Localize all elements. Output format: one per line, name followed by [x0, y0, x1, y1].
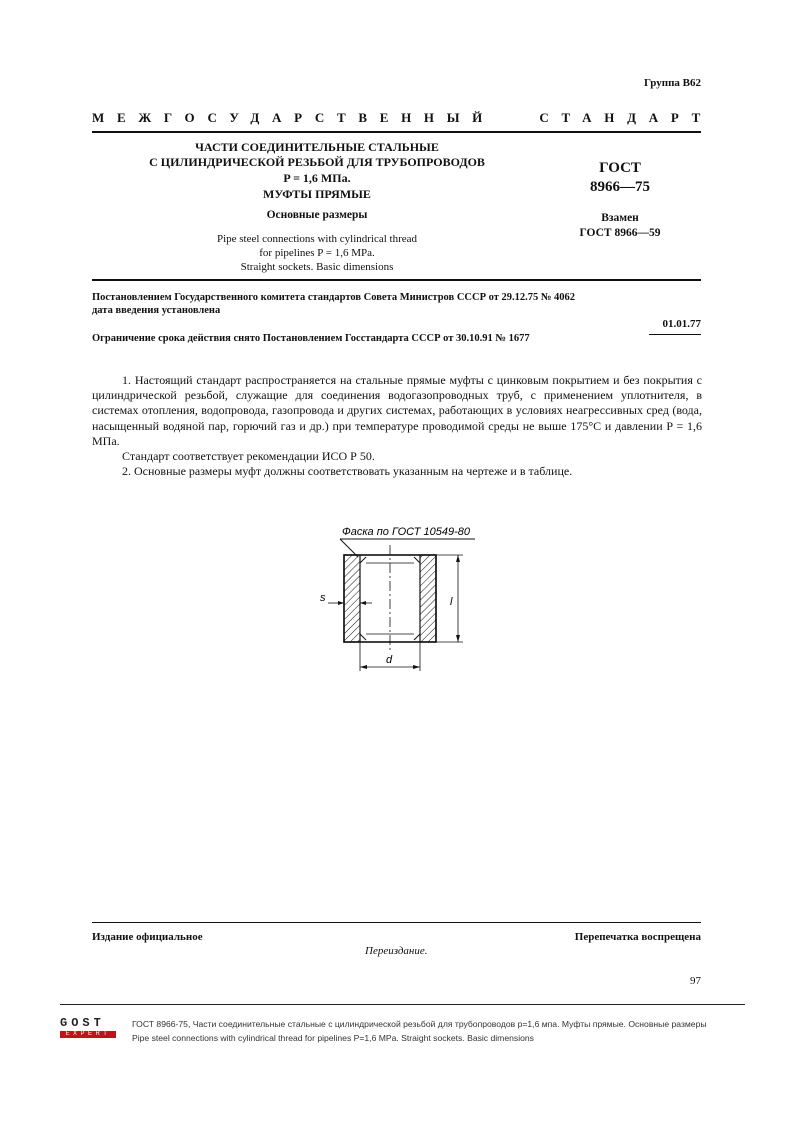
- effective-date: 01.01.77: [662, 318, 701, 330]
- paragraph-iso: Стандарт соответствует рекомендации ИСО Р 50.: [122, 449, 375, 464]
- title-line-1: ЧАСТИ СОЕДИНИТЕЛЬНЫЕ СТАЛЬНЫЕ: [195, 140, 439, 154]
- group-code: Группа В62: [643, 77, 701, 89]
- limit-removed: Ограничение срока действия снято Постановлением Госстандарта СССР от 30.10.91 № 1677: [92, 333, 530, 344]
- l-arrow-top: [456, 555, 460, 562]
- s-arrow-right: [360, 601, 366, 605]
- d-arrow-left: [360, 665, 367, 669]
- english-title-2: for pipelines P = 1,6 MPa.: [259, 247, 375, 259]
- replaces-label: Взамен: [601, 212, 639, 224]
- paragraph-2: 2. Основные размеры муфт должны соответствовать указанным на чертеже и в таблице.: [122, 464, 573, 479]
- chamfer-br: [414, 634, 420, 640]
- official-edition: Издание официальное: [92, 931, 203, 943]
- chamfer-tr: [414, 557, 420, 563]
- subtitle: Основные размеры: [266, 209, 368, 221]
- reprint-prohibited: Перепечатка воспрещена: [574, 931, 701, 943]
- chamfer-callout: Фаска по ГОСТ 10549-80: [342, 526, 470, 538]
- right-wall-section: [420, 555, 436, 642]
- l-arrow-bottom: [456, 635, 460, 642]
- d-arrow-right: [413, 665, 420, 669]
- s-label: s: [320, 592, 326, 604]
- decree-line-2: дата введения установлена: [92, 305, 221, 316]
- footer-rule: [92, 922, 701, 923]
- english-title-1: Pipe steel connections with cylindrical thread: [216, 233, 418, 245]
- title-line-4: МУФТЫ ПРЯМЫЕ: [263, 187, 371, 201]
- page-number: 97: [690, 975, 701, 987]
- english-title-3: Straight sockets. Basic dimensions: [240, 261, 394, 273]
- title-rule: [92, 279, 701, 281]
- document-info-rule: [60, 1004, 745, 1005]
- replaces-standard: ГОСТ 8966—59: [579, 227, 661, 239]
- reissue-note: Переиздание.: [365, 945, 428, 957]
- logo-bottom-text: EXPERT: [60, 1031, 116, 1038]
- title-line-3: P = 1,6 МПа.: [283, 171, 351, 185]
- date-rule: [649, 334, 701, 335]
- socket-drawing: [300, 515, 500, 685]
- decree-line-1: Постановлением Государственного комитета стандартов Совета Министров СССР от 29.12.75 № 4062: [92, 292, 576, 303]
- document-info-ru: ГОСТ 8966-75, Части соединительные стальные с цилиндрической резьбой для трубопроводов р=1,6 мпа. Муфты прямые. Основные размеры: [132, 1019, 707, 1029]
- banner-standard: СТАНДАРТ: [539, 110, 713, 125]
- gost-expert-logo[interactable]: [60, 1017, 116, 1038]
- left-wall-section: [344, 555, 360, 642]
- banner-interstate: МЕЖГОСУДАРСТВЕННЫЙ: [92, 110, 495, 125]
- document-info-en: Pipe steel connections with cylindrical thread for pipelines P=1,6 MPa. Straight sockets. Basic dimensions: [132, 1033, 534, 1043]
- paragraph-1: 1. Настоящий стандарт распространяется на стальные прямые муфты с цинковым покрытием и без покрытия с цилиндрической резьбой, служащие для соединения водогазопроводных труб, с применением уплотнителя, в системах отопления, водопровода, газопровода и других системах, работающих в условиях неагрессивных сред (вода, насыщенный водяной пар, горючий газ и др.) при температуре проводимой среды не выше 175°С и давлении P = 1,6 МПа.: [92, 373, 702, 448]
- title-line-2: С ЦИЛИНДРИЧЕСКОЙ РЕЗЬБОЙ ДЛЯ ТРУБОПРОВОДОВ: [149, 155, 485, 169]
- gost-label: ГОСТ: [599, 160, 641, 176]
- document-info: [132, 1017, 707, 1045]
- logo-top-text: GOST: [60, 1016, 105, 1030]
- s-arrow-left: [338, 601, 344, 605]
- chamfer-bl: [360, 634, 366, 640]
- body-text: [92, 373, 702, 479]
- gost-number: 8966—75: [590, 179, 650, 195]
- standard-banner: [92, 110, 713, 126]
- d-label: d: [386, 654, 393, 666]
- chamfer-tl: [360, 557, 366, 563]
- l-label: l: [450, 596, 453, 608]
- header-rule: [92, 131, 701, 133]
